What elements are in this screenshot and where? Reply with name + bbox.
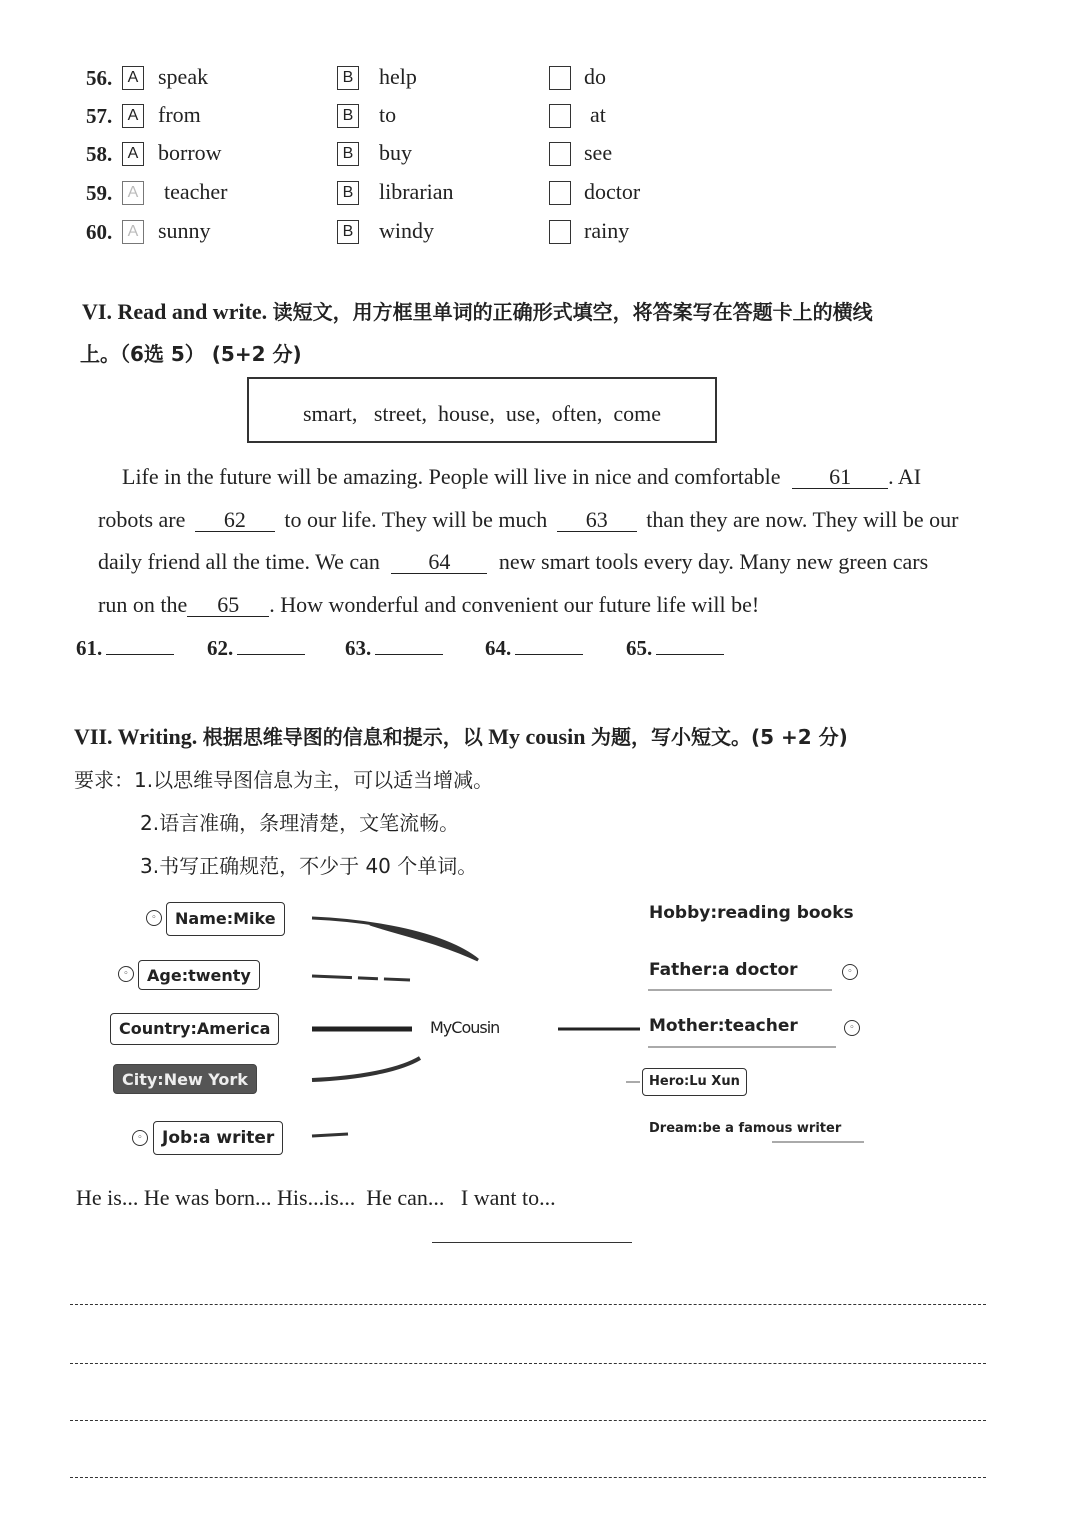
question-number: 57. xyxy=(86,104,113,128)
passage-text: Life in the future will be amazing. People will live in nice and comfortable xyxy=(122,464,781,489)
section-vi-heading-en: VI. Read and write. xyxy=(82,299,268,324)
mindmap-age: Age:twenty xyxy=(138,960,260,990)
word-box-words: smart, street, house, use, often, come xyxy=(302,401,661,426)
answer-62 xyxy=(207,636,305,661)
answer-label: 65. xyxy=(626,636,653,660)
requirement-1 xyxy=(74,764,493,793)
question-number: 56. xyxy=(86,66,113,90)
passage-text: new smart tools every day. Many new green cars xyxy=(498,549,929,574)
answer-63 xyxy=(345,636,443,661)
passage-text: daily friend all the time. We can xyxy=(98,549,380,574)
option-a-text: from xyxy=(158,102,201,127)
answer-label: 63. xyxy=(345,636,372,660)
question-number: 58. xyxy=(86,142,113,166)
mindmap-dream: Dream:be a famous writer xyxy=(649,1121,842,1136)
passage-text: . AI xyxy=(888,464,922,489)
passage-text: than they are now. They will be our xyxy=(646,507,959,532)
answer-line[interactable] xyxy=(656,636,724,655)
passage-line-4 xyxy=(98,594,759,617)
mindmap-country: Country:America xyxy=(110,1013,279,1045)
option-b-text: windy xyxy=(379,218,434,243)
option-c-text: at xyxy=(590,102,606,127)
option-a-box[interactable]: A xyxy=(122,66,144,90)
answer-64 xyxy=(485,636,583,661)
writing-hints: He is... He was born... His...is... He can... I want to... xyxy=(76,1185,556,1210)
option-b-text: librarian xyxy=(379,179,454,204)
passage-text: to our life. They will be much xyxy=(284,507,548,532)
option-b-text: buy xyxy=(379,140,412,165)
option-b-box[interactable]: B xyxy=(337,142,359,166)
option-a-text: teacher xyxy=(164,179,228,204)
writing-line[interactable] xyxy=(70,1420,986,1421)
option-c-text: see xyxy=(584,140,613,165)
blank-64: 64 xyxy=(391,551,487,574)
section-vii-topic: My cousin xyxy=(488,724,586,749)
word-box xyxy=(247,377,717,443)
option-c-text: rainy xyxy=(584,218,630,243)
writing-line[interactable] xyxy=(70,1304,986,1305)
option-a-box[interactable]: A xyxy=(122,220,144,244)
writing-line[interactable] xyxy=(70,1477,986,1478)
option-b-box[interactable]: B xyxy=(337,181,359,205)
mindmap-mother: Mother:teacher xyxy=(649,1016,798,1036)
connector-city xyxy=(312,1058,420,1080)
option-a-text: speak xyxy=(158,64,209,89)
answer-label: 61. xyxy=(76,636,103,660)
blank-61: 61 xyxy=(792,466,888,489)
passage-text: robots are xyxy=(98,507,186,532)
passage-text: run on the xyxy=(98,592,188,617)
option-b-box[interactable]: B xyxy=(337,66,359,90)
mindmap-job: Job:a writer xyxy=(153,1121,283,1155)
option-c-box[interactable] xyxy=(549,220,571,244)
connector-job xyxy=(312,1134,348,1136)
mindmap-name: Name:Mike xyxy=(166,902,285,936)
collapse-icon: ◦ xyxy=(842,964,858,980)
connector-age xyxy=(312,976,410,980)
mindmap-center: MyCousin xyxy=(430,1018,500,1037)
section-vii-heading-zh2: 为题，写小短文。(5 +2 分) xyxy=(590,725,848,749)
answer-label: 64. xyxy=(485,636,512,660)
section-vi-heading-zh: 读短文，用方框里单词的正确形式填空，将答案写在答题卡上的横线 xyxy=(272,300,873,324)
title-line[interactable] xyxy=(432,1242,632,1243)
mindmap-hero: Hero:Lu Xun xyxy=(642,1068,747,1096)
collapse-icon: ◦ xyxy=(118,966,134,982)
answer-line[interactable] xyxy=(515,636,583,655)
collapse-icon: ◦ xyxy=(146,910,162,926)
passage-line-1 xyxy=(122,466,921,489)
section-vii-heading-zh: 根据思维导图的信息和提示，以 xyxy=(202,725,483,749)
answer-line[interactable] xyxy=(237,636,305,655)
section-vi-heading-line2: 上。（6选 5） (5+2 分) xyxy=(80,342,302,366)
mindmap-father: Father:a doctor xyxy=(649,960,798,980)
section-vi-heading xyxy=(82,296,873,325)
mindmap-hobby: Hobby:reading books xyxy=(649,903,854,923)
mindmap-city: City:New York xyxy=(113,1064,257,1094)
option-b-box[interactable]: B xyxy=(337,220,359,244)
answer-61 xyxy=(76,636,174,661)
requirement-text: 1.以思维导图信息为主，可以适当增减。 xyxy=(134,768,494,792)
blank-65: 65 xyxy=(187,594,269,617)
option-b-text: help xyxy=(379,64,417,89)
answer-65 xyxy=(626,636,724,661)
requirement-label: 要求： xyxy=(74,768,134,792)
option-c-text: doctor xyxy=(584,179,641,204)
option-b-box[interactable]: B xyxy=(337,104,359,128)
writing-line[interactable] xyxy=(70,1363,986,1364)
option-a-text: borrow xyxy=(158,140,222,165)
answer-line[interactable] xyxy=(106,636,174,655)
option-c-box[interactable] xyxy=(549,142,571,166)
passage-line-2 xyxy=(98,509,959,532)
option-a-box[interactable]: A xyxy=(122,181,144,205)
option-c-box[interactable] xyxy=(549,104,571,128)
answer-label: 62. xyxy=(207,636,234,660)
section-vii-heading-en: VII. Writing. xyxy=(74,724,198,749)
option-a-box[interactable]: A xyxy=(122,104,144,128)
blank-62: 62 xyxy=(195,509,275,532)
requirement-3: 3.书写正确规范，不少于 40 个单词。 xyxy=(140,854,478,878)
question-number: 59. xyxy=(86,181,113,205)
connector-name xyxy=(312,918,478,960)
passage-text: . How wonderful and convenient our future life will be! xyxy=(269,592,760,617)
answer-line[interactable] xyxy=(375,636,443,655)
section-vii-heading xyxy=(74,721,848,750)
requirement-2: 2.语言准确，条理清楚，文笔流畅。 xyxy=(140,811,460,835)
option-a-box[interactable]: A xyxy=(122,142,144,166)
option-b-text: to xyxy=(379,102,397,127)
option-c-box[interactable] xyxy=(549,66,571,90)
passage-line-3 xyxy=(98,551,928,574)
option-c-text: do xyxy=(584,64,606,89)
option-c-box[interactable] xyxy=(549,181,571,205)
option-a-text: sunny xyxy=(158,218,211,243)
blank-63: 63 xyxy=(557,509,637,532)
collapse-icon: ◦ xyxy=(844,1020,860,1036)
collapse-icon: ◦ xyxy=(132,1130,148,1146)
question-number: 60. xyxy=(86,220,113,244)
